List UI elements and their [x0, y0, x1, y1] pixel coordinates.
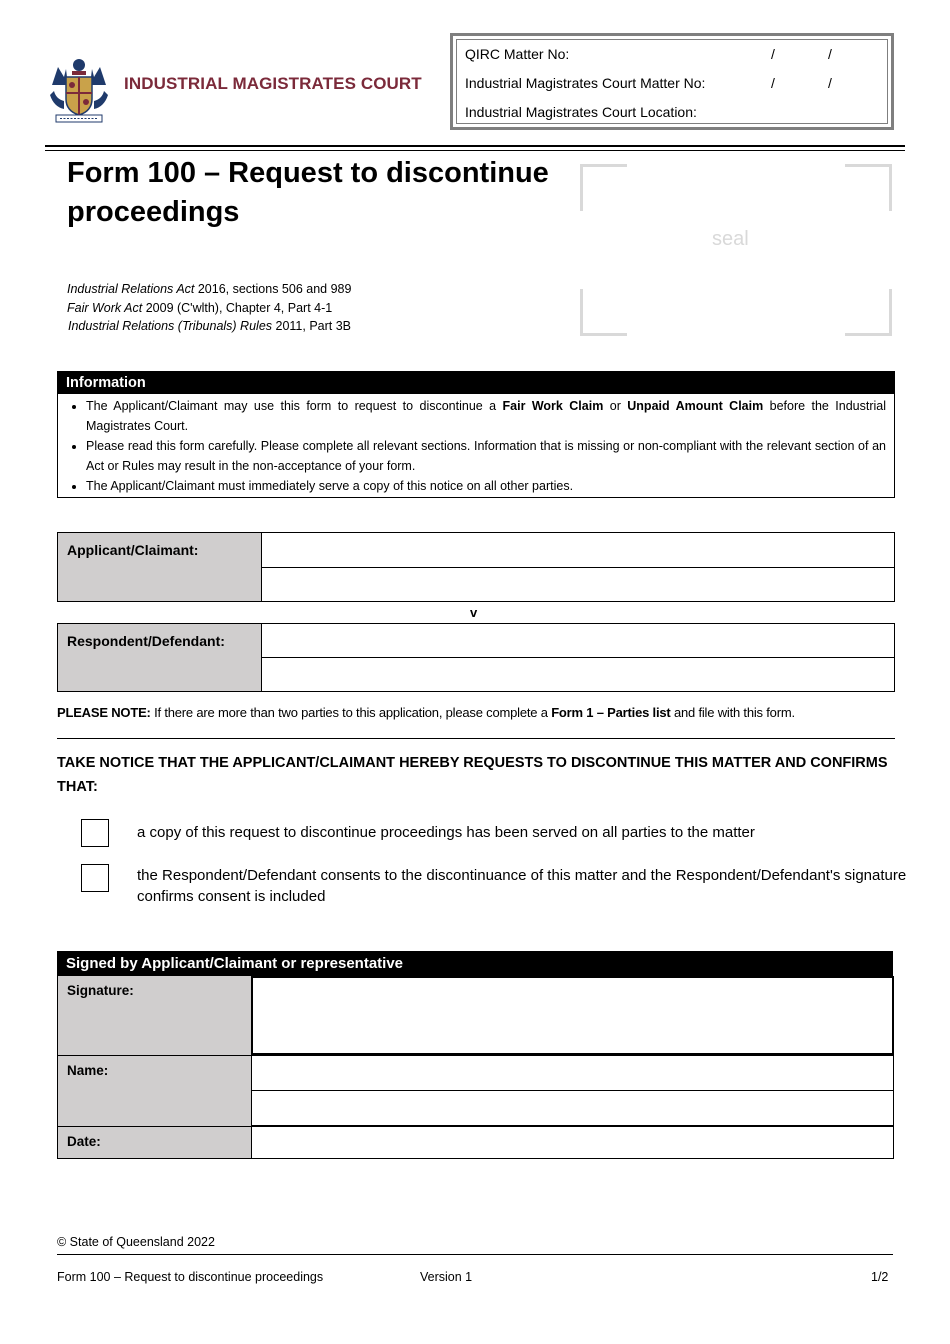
imc-location-label: Industrial Magistrates Court Location: [465, 104, 697, 120]
qirc-matter-separator: / [771, 46, 775, 62]
name-field[interactable] [251, 1055, 894, 1091]
name-field-second-line[interactable] [251, 1090, 894, 1126]
header-divider [45, 145, 905, 147]
applicant-detail-field[interactable] [263, 568, 894, 601]
matter-number-box [450, 33, 894, 130]
imc-matter-label: Industrial Magistrates Court Matter No: [465, 75, 706, 91]
respondent-table [57, 623, 895, 692]
date-field[interactable] [251, 1126, 894, 1159]
seal-placeholder: seal [712, 228, 749, 250]
legislation-item: Industrial Relations Act 2016, sections 506 and 989 [67, 282, 352, 296]
page-number: 1/2 [871, 1270, 889, 1284]
applicant-label: Applicant/Claimant: [58, 533, 262, 601]
information-item: • Please read this form carefully. Please complete all relevant sections. Information that is missing or non-compliant with the relevant section of an Act or Rules may result in the non-acceptance of your form. [86, 436, 886, 476]
information-list [58, 396, 894, 496]
footer-divider [57, 1254, 893, 1255]
name-label: Name: [57, 1055, 251, 1126]
consent-confirmation-text: the Respondent/Defendant consents to the discontinuance of this matter and the Respondent/Defendant's signature confirms consent is included [137, 867, 907, 905]
information-item: • The Applicant/Claimant may use this form to request to discontinue a Fair Work Claim or Unpaid Amount Claim before the Industrial Magistrates Court. [86, 396, 886, 436]
signature-heading: Signed by Applicant/Claimant or representative [57, 951, 893, 976]
take-notice-heading: TAKE NOTICE THAT THE APPLICANT/CLAIMANT HEREBY REQUESTS TO DISCONTINUE THIS MATTER AND CONFIRMS THAT: [57, 755, 888, 795]
imc-matter-separator: / [828, 75, 832, 91]
footer-form-name: Form 100 – Request to discontinue proceedings [57, 1270, 324, 1284]
qirc-matter-label: QIRC Matter No: [465, 46, 570, 62]
qirc-matter-separator: / [828, 46, 832, 62]
served-checkbox[interactable] [81, 819, 109, 847]
footer-version: Version 1 [420, 1270, 473, 1284]
header-divider [45, 150, 905, 151]
signature-field[interactable] [251, 976, 894, 1055]
signature-table [57, 951, 895, 1159]
form-title: Form 100 – Request to discontinue proceedings [67, 157, 549, 228]
imc-matter-separator: / [771, 75, 775, 91]
signature-label: Signature: [57, 976, 251, 1055]
legislation-references [67, 280, 351, 336]
date-label: Date: [57, 1126, 251, 1159]
section-divider [57, 738, 895, 739]
court-name: INDUSTRIAL MAGISTRATES COURT [124, 74, 422, 93]
legislation-item: Industrial Relations (Tribunals) Rules 2011, Part 3B [68, 319, 352, 333]
respondent-detail-field[interactable] [263, 658, 894, 691]
respondent-name-field[interactable] [263, 624, 894, 657]
information-heading: Information [58, 372, 894, 394]
legislation-item: Fair Work Act 2009 (C'wlth), Chapter 4, Part 4-1 [67, 300, 333, 315]
applicant-name-field[interactable] [263, 533, 894, 567]
please-note: PLEASE NOTE: If there are more than two parties to this application, please complete a Form 1 – Parties list and file with this form. [57, 705, 795, 720]
coat-of-arms-logo [44, 55, 114, 125]
applicant-table [57, 532, 895, 602]
information-item: • The Applicant/Claimant must immediately serve a copy of this notice on all other parties. [86, 476, 886, 496]
versus-label: v [470, 605, 478, 620]
information-box [57, 371, 895, 498]
copyright: © State of Queensland 2022 [57, 1235, 215, 1249]
served-confirmation-text: a copy of this request to discontinue proceedings has been served on all parties to the matter [137, 824, 755, 841]
consent-checkbox[interactable] [81, 864, 109, 892]
respondent-label: Respondent/Defendant: [58, 624, 262, 691]
